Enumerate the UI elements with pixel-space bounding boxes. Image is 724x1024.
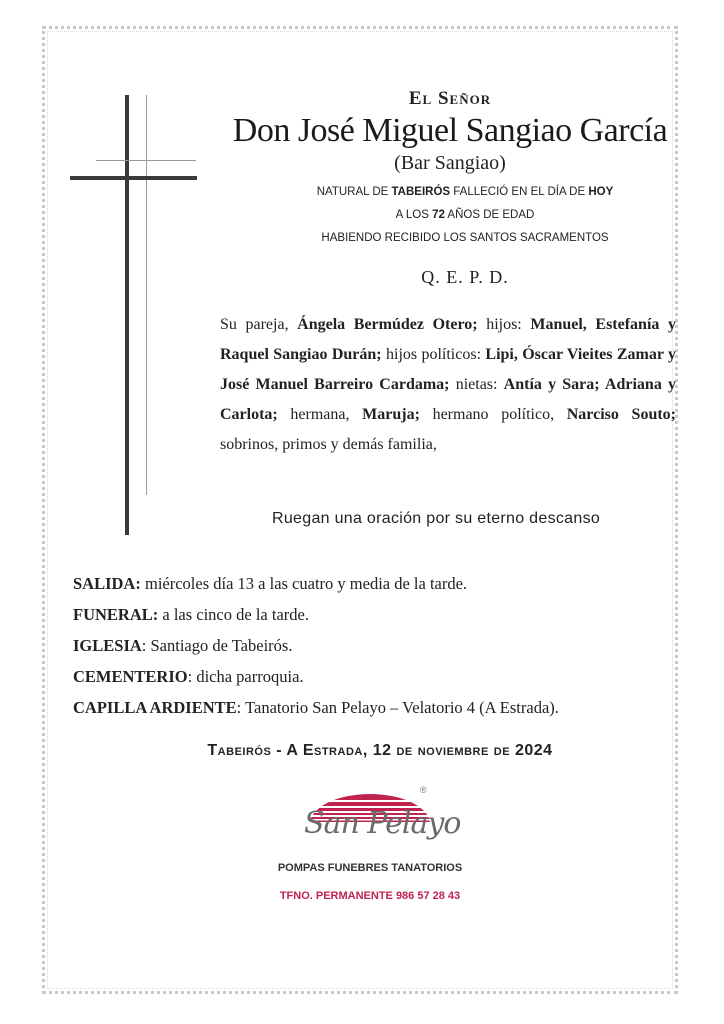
info-text: FALLECIÓ EN EL DÍA DE xyxy=(450,186,589,198)
family-partner: Ángela Bermúdez Otero; xyxy=(297,316,478,333)
detail-capilla xyxy=(73,692,559,723)
detail-iglesia xyxy=(73,630,559,661)
registered-mark: ® xyxy=(420,785,427,795)
info-text: NATURAL DE xyxy=(316,186,392,198)
family-children: Manuel, Estefanía y Raquel Sangiao Durán; xyxy=(220,316,676,363)
title-label: El Señor xyxy=(408,88,492,109)
family-brother-in-law: Narciso Souto; xyxy=(566,406,676,423)
detail-value: : Santiago de Tabeirós. xyxy=(141,636,293,655)
family-in-laws: Lipi, Óscar Vieites Zamar y José Manuel Barreiro Cardama; xyxy=(220,346,677,393)
detail-value: a las cinco de la tarde. xyxy=(158,605,309,624)
cross-vertical-bar xyxy=(125,95,129,535)
family-text: hijos: xyxy=(477,316,531,333)
prayer-request: Ruegan una oración por su eterno descanso xyxy=(272,510,601,527)
detail-value: miércoles día 13 a las cuatro y media de la tarde. xyxy=(140,574,468,593)
family-text: hermano político, xyxy=(419,406,567,423)
place-date: Tabeirós - A Estrada, 12 de noviembre de 2024 xyxy=(207,742,553,759)
detail-label: SALIDA: xyxy=(73,574,141,593)
company-phone: TFNO. PERMANENTE 986 57 28 43 xyxy=(279,890,461,902)
info-line-1 xyxy=(200,186,724,198)
info-day: HOY xyxy=(588,186,614,198)
qepd: Q. E. P. D. xyxy=(421,267,509,287)
detail-label: FUNERAL: xyxy=(73,605,159,624)
cross-vertical-line xyxy=(146,95,147,495)
detail-cementerio xyxy=(73,661,559,692)
family-text: sobrinos, primos y demás familia, xyxy=(220,436,437,453)
logo-name: San Pelayo xyxy=(304,806,461,841)
detail-salida xyxy=(73,568,559,599)
family-text: Su pareja, xyxy=(220,316,298,333)
info-age: 72 xyxy=(432,209,445,221)
family-paragraph xyxy=(220,310,676,460)
company-tagline: POMPAS FUNEBRES TANATORIOS xyxy=(277,862,463,874)
family-text: nietas: xyxy=(449,376,504,393)
detail-label: CAPILLA ARDIENTE xyxy=(73,698,237,717)
detail-funeral xyxy=(73,599,559,630)
info-line-2 xyxy=(200,209,724,221)
family-grandchildren: Antía y Sara; Adriana y Carlota; xyxy=(220,376,677,423)
cross-horizontal-line xyxy=(96,160,196,161)
info-text: A LOS xyxy=(395,209,433,221)
info-place: TABEIRÓS xyxy=(391,186,451,198)
cross-horizontal-bar xyxy=(70,176,197,180)
info-text: AÑOS DE EDAD xyxy=(444,209,535,221)
detail-label: CEMENTERIO xyxy=(73,667,188,686)
family-sister: Maruja; xyxy=(362,406,420,423)
detail-value: : dicha parroquia. xyxy=(187,667,304,686)
nickname: (Bar Sangiao) xyxy=(394,152,506,174)
info-line-3: HABIENDO RECIBIDO LOS SANTOS SACRAMENTOS xyxy=(321,232,609,244)
family-text: hijos políticos: xyxy=(381,346,486,363)
family-text: hermana, xyxy=(277,406,363,423)
deceased-name: Don José Miguel Sangiao García xyxy=(232,112,668,149)
detail-value: : Tanatorio San Pelayo – Velatorio 4 (A Estrada). xyxy=(236,698,559,717)
detail-label: IGLESIA xyxy=(73,636,142,655)
service-details xyxy=(73,568,559,723)
